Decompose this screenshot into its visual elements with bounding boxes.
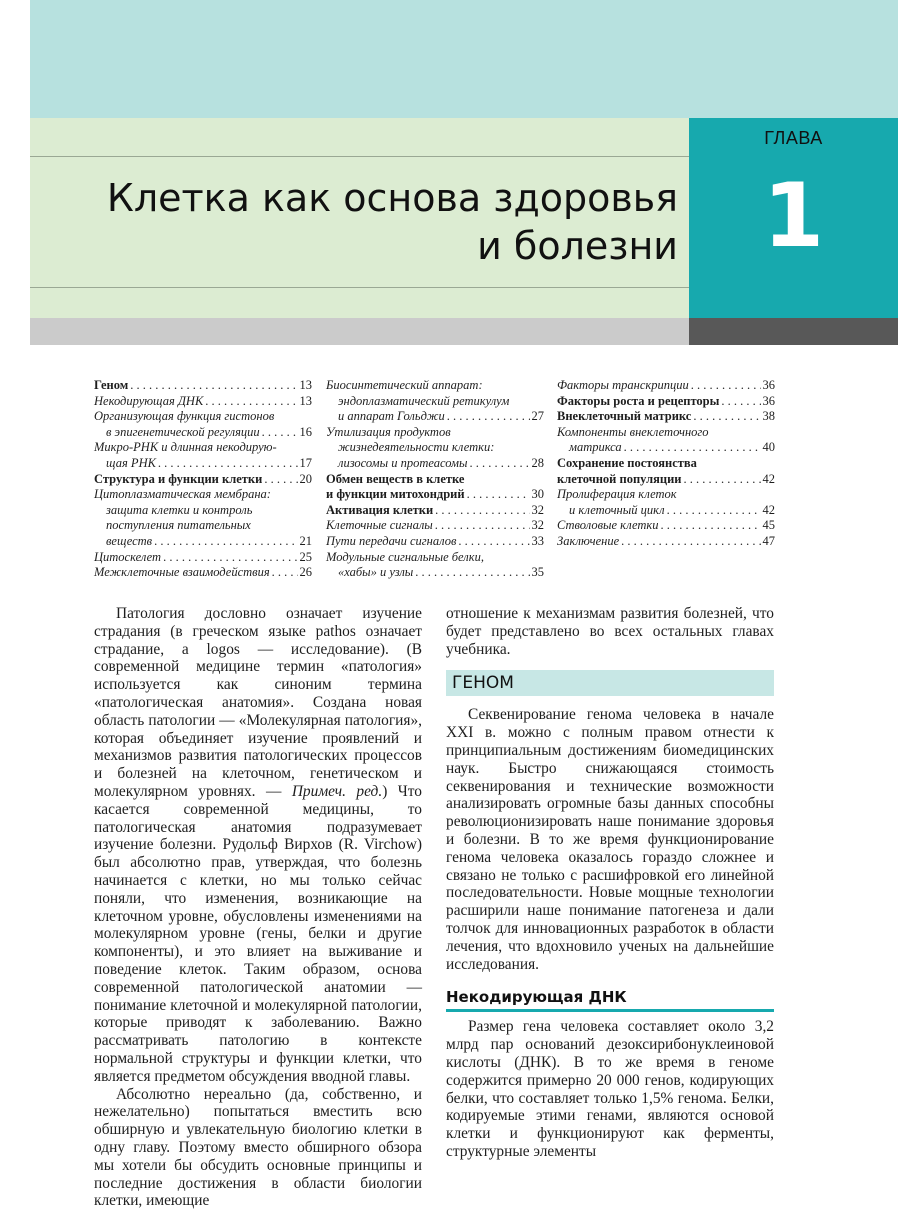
toc-leader-dots: [621, 534, 760, 550]
toc-entry-text: лизосомы и протеасомы: [338, 455, 468, 470]
toc-entry-text: Активация клетки: [326, 502, 434, 517]
toc-entry[interactable]: [326, 378, 544, 425]
toc-entry-text: Некодирующая ДНК: [94, 393, 204, 408]
toc-page-number: 36: [762, 378, 775, 392]
toc-entry-text: поступления питательных: [106, 518, 251, 533]
toc-leader-dots: [624, 440, 761, 456]
title-rule-top: [30, 156, 689, 157]
toc-leader-dots: [415, 565, 529, 581]
toc-page-number: 25: [299, 549, 312, 564]
toc-page-number: 13: [299, 393, 312, 408]
toc-leader-dots: [264, 472, 297, 488]
toc-page-number: 20: [299, 471, 312, 486]
chapter-title-line-2: и болезни: [477, 224, 678, 268]
toc-entry[interactable]: [557, 378, 775, 394]
toc-entry-text: и функции митохондрий: [326, 487, 465, 502]
toc-page-number: 38: [762, 409, 775, 424]
toc-page-number: 21: [299, 533, 312, 548]
toc-leader-dots: [693, 409, 760, 425]
toc-page-number: 47: [762, 533, 775, 548]
toc-entry-text: защита клетки и контроль: [106, 502, 253, 517]
toc-page-number: 32: [531, 502, 544, 517]
toc-leader-dots: [661, 518, 761, 534]
toc-column-3: [557, 378, 775, 550]
toc-leader-dots: [163, 550, 297, 566]
toc-entry[interactable]: [94, 565, 312, 581]
toc-entry-text: Обмен веществ в клетке: [326, 471, 465, 486]
toc-leader-dots: [721, 394, 760, 410]
toc-entry-text: Организующая функция гистонов: [94, 409, 275, 424]
toc-entry-text: Пути передачи сигналов: [326, 533, 457, 548]
toc-entry-text: Биосинтетический аппарат:: [326, 378, 483, 392]
paragraph: Размер гена человека составляет около 3,2 млрд пар оснований дезоксирибонуклеиновой кислоты (ДНК). В то же время в геноме содержится примерно 20 000 генов, кодирующих белки, что составляет только 1,5% генома. Белки, кодируемые этими генами, являются основой клетки и функционируют как ферменты, структурные элементы: [446, 1018, 774, 1160]
toc-leader-dots: [683, 472, 760, 488]
toc-entry-text: Микро-РНК и длинная некодирую-: [94, 440, 277, 455]
toc-entry[interactable]: [557, 456, 775, 487]
toc-page-number: 30: [531, 487, 544, 502]
toc-entry[interactable]: [94, 409, 312, 440]
toc-entry-text: Цитоскелет: [94, 549, 162, 564]
toc-entry[interactable]: [94, 472, 312, 488]
paragraph: отношение к механизмам развития болезней, что будет представлено во всех остальных главах учебника.: [446, 605, 774, 658]
toc-entry-text: матрикса: [569, 440, 622, 455]
toc-entry-text: Геном: [94, 378, 129, 392]
gray-band: [30, 318, 689, 345]
toc-entry[interactable]: [94, 394, 312, 410]
toc-leader-dots: [435, 503, 529, 519]
toc-entry-text: Структура и функции клетки: [94, 471, 263, 486]
toc-leader-dots: [667, 503, 761, 519]
toc-page-number: 32: [531, 518, 544, 533]
toc-entry[interactable]: [557, 425, 775, 456]
toc-entry[interactable]: [557, 534, 775, 550]
toc-entry-text: Компоненты внеклеточного: [557, 424, 709, 439]
toc-entry-text: Межклеточные взаимодействия: [94, 565, 270, 580]
dark-band: [689, 318, 898, 345]
body-column-left: [94, 605, 422, 1210]
toc-entry-text: Факторы транскрипции: [557, 378, 689, 392]
toc-page-number: 42: [762, 502, 775, 517]
toc-page-number: 40: [762, 440, 775, 455]
toc-page-number: 28: [531, 455, 544, 470]
toc-entry-text: «хабы» и узлы: [338, 565, 414, 580]
toc-page-number: 16: [299, 424, 312, 439]
toc-entry-text: Цитоплазматическая мембрана:: [94, 487, 271, 502]
chapter-number: 1: [762, 164, 825, 267]
body-column-right: [446, 605, 774, 1161]
toc-entry-text: щая РНК: [106, 455, 156, 470]
toc-entry-text: Клеточные сигналы: [326, 518, 433, 533]
subsection-heading: Некодирующая ДНК: [446, 987, 774, 1012]
toc-entry[interactable]: [326, 503, 544, 519]
toc-entry[interactable]: [326, 518, 544, 534]
toc-page-number: 13: [299, 378, 312, 392]
toc-entry-text: Факторы роста и рецепторы: [557, 393, 720, 408]
toc-entry-text: Стволовые клетки: [557, 518, 659, 533]
toc-entry[interactable]: [557, 394, 775, 410]
toc-column-2: [326, 378, 544, 581]
toc-entry-text: Пролиферация клеток: [557, 487, 677, 502]
toc-entry-text: Модульные сигнальные белки,: [326, 549, 484, 564]
toc-entry[interactable]: [94, 440, 312, 471]
toc-page-number: 45: [762, 518, 775, 533]
toc-page-number: 42: [762, 471, 775, 486]
toc-leader-dots: [130, 378, 297, 394]
chapter-title: [107, 174, 678, 270]
toc-entry[interactable]: [326, 550, 544, 581]
toc-entry-text: клеточной популяции: [557, 471, 682, 486]
toc-entry-text: в эпигенетической регуляции: [106, 424, 260, 439]
toc-entry-text: и аппарат Гольджи: [338, 409, 445, 424]
toc-entry-text: и клеточный цикл: [569, 502, 665, 517]
toc-leader-dots: [262, 425, 298, 441]
toc-entry[interactable]: [94, 550, 312, 566]
toc-leader-dots: [691, 378, 761, 394]
toc-entry-text: Утилизация продуктов: [326, 424, 451, 439]
chapter-label: ГЛАВА: [764, 128, 823, 148]
toc-entry[interactable]: [326, 425, 544, 472]
header-top-band: [30, 0, 898, 118]
toc-entry-text: Внеклеточный матрикс: [557, 409, 692, 424]
toc-entry[interactable]: [557, 409, 775, 425]
toc-entry-text: Заключение: [557, 533, 620, 548]
toc-entry-text: жизнедеятельности клетки:: [338, 440, 495, 455]
toc-leader-dots: [435, 518, 530, 534]
toc-entry-text: эндоплазматический ретикулум: [338, 393, 510, 408]
toc-page-number: 17: [299, 455, 312, 470]
toc-leader-dots: [467, 487, 530, 503]
paragraph: Абсолютно нереально (да, собственно, и нежелательно) попытаться вместить всю обширную и увлекательную биологию клетки в одну главу. Поэтому вместо обширного обзора мы хотели бы обсудить основные принципы и последние достижения в области биологии клетки, имеющие: [94, 1085, 422, 1210]
toc-leader-dots: [158, 456, 298, 472]
toc-page-number: 27: [531, 409, 544, 424]
toc-leader-dots: [154, 534, 297, 550]
toc-entry[interactable]: [94, 378, 312, 394]
toc-leader-dots: [447, 409, 530, 425]
toc-entry-text: Сохранение постоянства: [557, 455, 697, 470]
paragraph: Патология дословно означает изучение страдания (в греческом языке pathos означает страдание, а logos — исследование). (В современной медицине термин «патология» используется как синоним термина «патологическая анатомия». Создана новая область патологии — «Молекулярная патология», которая объединяет изучение проявлений и механизмов развития патологических процессов и болезней на клеточном, генетическом и молекулярном уровнях. — Примеч. ред.) Что касается современной медицины, то патологическая анатомия подразумевает изучение болезни. Рудольф Вирхов (R. Virchow) был абсолютно прав, утверждая, что болезнь начинается с клетки, но мы только сейчас поняли, что изменения, возникающие на клеточном уровне, обусловлены изменениями на молекулярном уровне (гены, белки и другие компоненты), и это влияет на выживание и поведение клеток. Таким образом, основа современной патологической анатомии — понимание клеточной и молекулярной патологии, которые приводят к заболеванию. Важно рассматривать патологию в контексте нормальной структуры и функции клетки, что является предметом обсуждения вводной главы.: [94, 605, 422, 1085]
toc-leader-dots: [469, 456, 529, 472]
paragraph: Секвенирование генома человека в начале XXI в. можно с полным правом отнести к принципиальным достижениям биомедицинских наук. Быстро снижающаяся стоимость секвенирования и технические возможности анализировать огромные базы данных способны революционизировать наше понимание здоровья и болезни. В то же время функционирование генома человека оказалось гораздо сложнее и связано не только с расшифровкой его линейной последовательности. Новые мощные технологии расширили наше понимание патогенеза и дали толчок для инновационных разработок в области лечения, что вдохновило ученых на дальнейшие исследования.: [446, 706, 774, 973]
toc-entry[interactable]: [557, 487, 775, 518]
toc-entry-text: веществ: [106, 533, 153, 548]
toc-page-number: 36: [762, 393, 775, 408]
section-heading: ГЕНОМ: [446, 670, 774, 696]
toc-leader-dots: [205, 394, 297, 410]
chapter-title-line-1: Клетка как основа здоровья: [106, 176, 678, 220]
toc-entry[interactable]: [326, 472, 544, 503]
toc-leader-dots: [458, 534, 529, 550]
toc-entry[interactable]: [557, 518, 775, 534]
toc-page-number: 26: [299, 565, 312, 580]
toc-entry[interactable]: [326, 534, 544, 550]
toc-leader-dots: [272, 565, 298, 581]
toc-entry[interactable]: [94, 487, 312, 549]
toc-page-number: 33: [531, 533, 544, 548]
toc-page-number: 35: [531, 565, 544, 580]
title-rule-bottom: [30, 287, 689, 288]
toc-column-1: [94, 378, 312, 581]
